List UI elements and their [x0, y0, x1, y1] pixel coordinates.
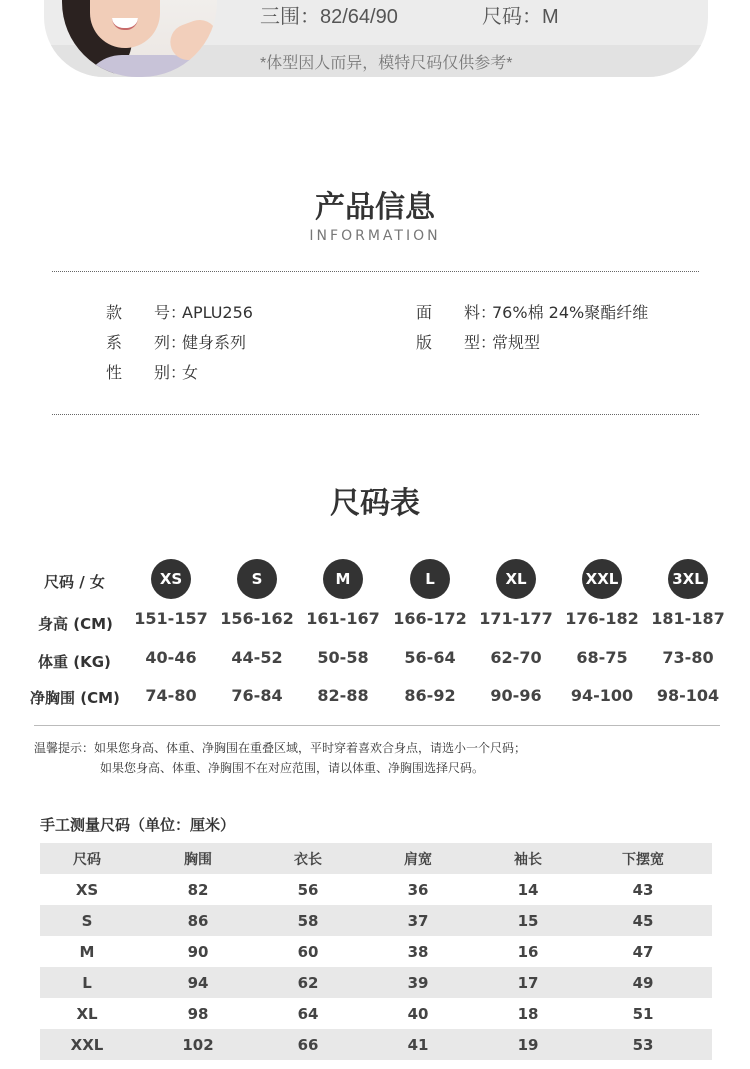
size-value-cell: 86-92 [404, 686, 456, 705]
size-value-cell: 44-52 [231, 648, 283, 667]
size-value-cell: 90-96 [490, 686, 542, 705]
size-value-cell: 166-172 [393, 609, 467, 628]
measure-cell: S [81, 911, 93, 930]
measure-cell: L [82, 973, 92, 992]
measure-header-cell: 袖长 [514, 851, 542, 868]
measure-header-cell: 衣长 [294, 851, 322, 868]
measure-cell: 56 [297, 880, 319, 899]
measure-cell: 49 [632, 973, 654, 992]
measure-cell: 90 [187, 942, 209, 961]
measure-table-header [40, 843, 712, 874]
table-row [40, 936, 712, 967]
measure-cell: 47 [632, 942, 654, 961]
info-key: 版 型： [416, 333, 497, 352]
model-note: *体型因人而异，模特尺码仅供参考* [260, 55, 513, 72]
measure-cell: 60 [297, 942, 319, 961]
measure-cell: 58 [297, 911, 319, 930]
info-fabric [416, 300, 648, 323]
measure-cell: 43 [632, 880, 654, 899]
size-value-cell: 68-75 [576, 648, 628, 667]
measure-cell: 66 [297, 1035, 319, 1054]
size-badge-s: S [237, 559, 277, 599]
measure-cell: 16 [517, 942, 539, 961]
measure-cell: 82 [187, 880, 209, 899]
measure-cell: 51 [632, 1004, 654, 1023]
measure-cell: 86 [187, 911, 209, 930]
measure-header-cell: 胸围 [184, 851, 212, 868]
size-badge-3xl: 3XL [668, 559, 708, 599]
size-badge-xs: XS [151, 559, 191, 599]
measure-cell: 45 [632, 911, 654, 930]
table-row [40, 874, 712, 905]
size-chart-divider [34, 725, 720, 726]
bust-label: 净胸围 (CM) [30, 689, 120, 707]
measure-cell: 53 [632, 1035, 654, 1054]
size-value-cell: 171-177 [479, 609, 553, 628]
model-photo [62, 0, 217, 77]
size-value-cell: 40-46 [145, 648, 197, 667]
table-row [40, 967, 712, 998]
size-badge-l: L [410, 559, 450, 599]
measure-table [40, 843, 712, 1060]
table-row [40, 905, 712, 936]
size-header-label: 尺码 / 女 [44, 573, 105, 591]
size-tip-line1: 温馨提示：如果您身高、体重、净胸围在重叠区域，平时穿着喜欢合身点，请选小一个尺码； [34, 741, 527, 755]
size-badge-xxl: XXL [582, 559, 622, 599]
info-series [106, 330, 246, 353]
info-key: 面 料： [416, 303, 497, 322]
info-fit [416, 330, 540, 353]
model-size: 尺码：M [482, 6, 559, 28]
size-value-cell: 74-80 [145, 686, 197, 705]
measure-cell: 17 [517, 973, 539, 992]
size-value-cell: 156-162 [220, 609, 294, 628]
weight-label: 体重 (KG) [38, 653, 111, 671]
size-value-cell: 161-167 [306, 609, 380, 628]
size-value-cell: 181-187 [651, 609, 725, 628]
measure-cell: 19 [517, 1035, 539, 1054]
measure-cell: 64 [297, 1004, 319, 1023]
measure-header-cell: 尺码 [73, 851, 101, 868]
info-value: 76%棉 24%聚酯纤维 [492, 303, 649, 322]
measure-cell: 94 [187, 973, 209, 992]
size-value-cell: 98-104 [656, 686, 720, 705]
table-row [40, 998, 712, 1029]
measure-cell: XS [75, 880, 99, 899]
model-banner [44, 0, 708, 77]
size-value-cell: 76-84 [231, 686, 283, 705]
measure-cell: 98 [187, 1004, 209, 1023]
measure-table-title: 手工测量尺码（单位：厘米） [40, 816, 236, 834]
info-value: 健身系列 [182, 333, 247, 352]
info-gender [106, 360, 198, 383]
measure-cell: 39 [407, 973, 429, 992]
info-key: 性 别： [106, 363, 187, 382]
measure-header-cell: 下摆宽 [622, 851, 664, 868]
info-key: 款 号： [106, 303, 187, 322]
measure-cell: 41 [407, 1035, 429, 1054]
info-value: 女 [182, 363, 199, 382]
measure-cell: 40 [407, 1004, 429, 1023]
info-style-no [106, 300, 253, 323]
size-value-cell: 56-64 [404, 648, 456, 667]
measure-cell: 102 [182, 1035, 214, 1054]
size-tip-line2: 如果您身高、体重、净胸围不在对应范围，请以体重、净胸围选择尺码。 [100, 761, 485, 775]
measure-header-cell: 肩宽 [404, 851, 432, 868]
size-value-cell: 176-182 [565, 609, 639, 628]
size-chart-title: 尺码表 [330, 486, 420, 521]
measure-cell: 36 [407, 880, 429, 899]
size-value-cell: 151-157 [134, 609, 208, 628]
divider-top [52, 271, 699, 272]
size-value-cell: 94-100 [570, 686, 634, 705]
info-value: APLU256 [182, 303, 253, 322]
product-info-subtitle: INFORMATION [309, 228, 441, 244]
measure-cell: 18 [517, 1004, 539, 1023]
size-value-cell: 62-70 [490, 648, 542, 667]
measure-cell: 37 [407, 911, 429, 930]
divider-bottom [52, 414, 699, 415]
size-value-cell: 50-58 [317, 648, 369, 667]
size-value-cell: 82-88 [317, 686, 369, 705]
measure-cell: 38 [407, 942, 429, 961]
size-badge-xl: XL [496, 559, 536, 599]
product-info-title: 产品信息 [315, 190, 435, 225]
size-value-cell: 73-80 [662, 648, 714, 667]
measure-cell: 15 [517, 911, 539, 930]
measure-cell: 62 [297, 973, 319, 992]
measure-cell: XL [76, 1004, 98, 1023]
measure-cell: XXL [70, 1035, 104, 1054]
height-label: 身高 (CM) [38, 615, 113, 633]
info-key: 系 列： [106, 333, 187, 352]
info-value: 常规型 [492, 333, 541, 352]
measure-cell: M [79, 942, 95, 961]
measure-cell: 14 [517, 880, 539, 899]
model-measurements: 三围：82/64/90 [260, 6, 398, 28]
table-row [40, 1029, 712, 1060]
size-badge-m: M [323, 559, 363, 599]
